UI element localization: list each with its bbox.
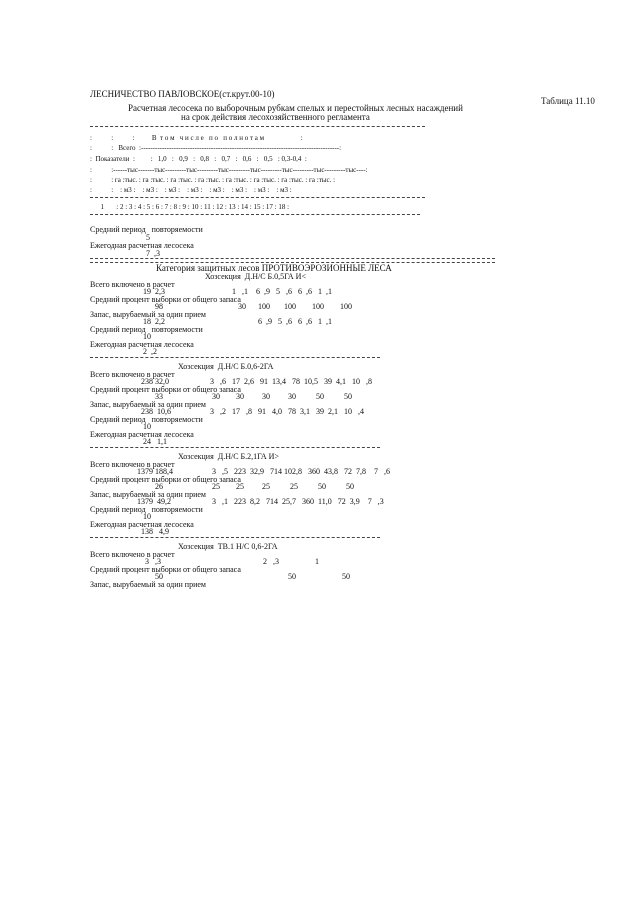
annual-cut-label: Ежегодная расчетная лесосека [90,241,194,250]
avg-percent-label: Средний процент выборки от общего запаса [90,475,241,484]
head-row-5: : : га :тыс. : га :тыс. : га :тыс. : га :тыс. : га :тыс. : га :тыс. : га :тыс. : га :тыс. : [90,176,336,184]
stock-cut-sum: 18 2,2 [143,317,165,326]
total-by-density: 2 ,3 1 [263,557,319,566]
avg-period-value: 10 [143,512,151,521]
annual-cut-label: Ежегодная расчетная лесосека [90,430,194,439]
avg-percent-sum: 98 [155,302,163,311]
head-row-3: : Показатели : : 1,0 : 0,9 : 0,8 : 0,7 : 0,6 : 0,5 : 0,3-0,4 : [90,155,307,163]
avg-period-label: Средний период повторяемости [90,415,203,424]
annual-cut-label: Ежегодная расчетная лесосека [90,340,194,349]
total-sum: 238 32,0 [141,377,169,386]
total-by-density: 1 ,1 6 ,9 5 ,6 6 ,6 1 ,1 [232,287,332,296]
stock-cut-by-density: 6 ,9 5 ,6 6 ,6 1 ,1 [258,317,332,326]
stock-cut-label: Запас, вырубаемый за один прием [90,400,206,409]
section-title: Хозсекция ТВ.1 Н/С 0,6-2ГА [178,542,278,551]
divider [90,197,425,198]
avg-period-value: 5 [146,233,150,242]
avg-percent-by-density: 30 30 30 30 50 50 [212,392,352,401]
total-label: Всего включено в расчет [90,370,175,379]
total-label: Всего включено в расчет [90,460,175,469]
head-row-1: : : : В т о м ч и с л е п о п о л н о т а м : [90,134,303,142]
stock-cut-by-density: 3 ,2 17 ,8 91 4,0 78 3,1 39 2,1 10 ,4 [210,407,364,416]
avg-percent-sum: 26 [155,482,163,491]
annual-cut-value: 138 4,9 [141,527,169,536]
head-row-4: : :------тыс-------тыс---------тыс---------тыс---------тыс---------тыс---------тыс---------тыс----: [90,166,368,174]
column-numbers: 1 : 2 : 3 : 4 : 5 : 6 : 7 : 8 : 9 : 10 : 11 : 12 : 13 : 14 : 15 : 17 : 18 : [90,203,290,211]
table-number: Таблица 11.10 [541,96,595,106]
section-title: Хозсекция Д.Н/С Б.0,6-2ГА [178,362,274,371]
divider [90,126,425,127]
section-title: Хозсекция Д.Н/С Б.2,1ГА И> [178,452,279,461]
annual-cut-value: 7 ,3 [146,249,160,258]
stock-cut-label: Запас, вырубаемый за один прием [90,580,206,589]
annual-cut-value: 24 1,1 [143,437,167,446]
stock-cut-label: Запас, вырубаемый за один прием [90,310,206,319]
avg-period-value: 10 [143,422,151,431]
head-row-6: : : : м3 : : м3 : : м3 : : м3 : : м3 : : м3 : : м3 : : м3 : [90,186,292,194]
avg-percent-by-density: 50 50 [288,572,350,581]
doc-title: Расчетная лесосека по выборочным рубкам спелых и перестойных лесных насаждений [128,103,463,113]
head-row-2: : : Всего :-------------------------------------------------------------------------------------: [90,144,342,152]
avg-percent-sum: 50 [155,572,163,581]
divider [90,357,380,358]
avg-period-label: Средний период повторяемости [90,505,203,514]
total-label: Всего включено в расчет [90,280,175,289]
section-title: Хозсекция Д.Н/С Б.0,5ГА И< [205,272,306,281]
total-by-density: 3 ,6 17 2,6 91 13,4 78 10,5 39 4,1 10 ,8 [210,377,372,386]
stock-cut-label: Запас, вырубаемый за один прием [90,490,206,499]
total-label: Всего включено в расчет [90,550,175,559]
divider [90,214,420,215]
avg-period-value: 10 [143,332,151,341]
avg-percent-by-density: 25 25 25 25 50 50 [212,482,354,491]
divider [90,537,380,538]
total-sum: 19 2,3 [143,287,165,296]
forestry-name: ЛЕСНИЧЕСТВО ПАВЛОВСКОЕ(ст.крут.00-10) [90,89,275,99]
avg-percent-label: Средний процент выборки от общего запаса [90,295,241,304]
avg-percent-label: Средний процент выборки от общего запаса [90,385,241,394]
stock-cut-sum: 238 10,6 [141,407,171,416]
total-sum: 1379 188,4 [137,467,173,476]
avg-period-label: Средний период повторяемости [90,225,203,234]
avg-percent-sum: 33 [155,392,163,401]
doc-subtitle: на срок действия лесохозяйственного регламента [181,112,370,122]
avg-percent-label: Средний процент выборки от общего запаса [90,565,241,574]
avg-percent-by-density: 30 100 100 100 100 [238,302,352,311]
annual-cut-value: 2 ,2 [143,347,157,356]
total-sum: 3 ,3 [145,557,161,566]
category-title: Категория защитных лесов ПРОТИВОЭРОЗИОННЫЕ ЛЕСА [156,263,392,273]
total-by-density: 3 ,5 223 32,9 714 102,8 360 43,8 72 7,8 7 ,6 [212,467,390,476]
stock-cut-sum: 1379 49,2 [137,497,171,506]
stock-cut-by-density: 3 ,1 223 8,2 714 25,7 360 11,0 72 3,9 7 ,3 [212,497,384,506]
avg-period-label: Средний период повторяемости [90,325,203,334]
divider [90,447,380,448]
annual-cut-label: Ежегодная расчетная лесосека [90,520,194,529]
